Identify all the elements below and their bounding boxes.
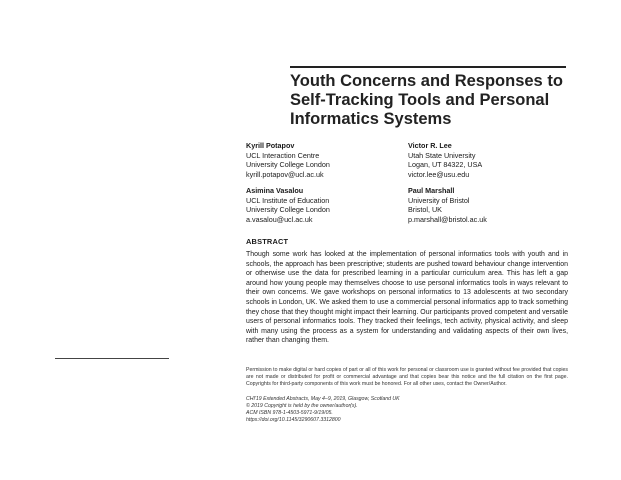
author-institution: University College London bbox=[246, 205, 330, 215]
author-affiliation: Utah State University bbox=[408, 150, 476, 160]
author-block-2 bbox=[408, 141, 482, 179]
conference-line: CHI'19 Extended Abstracts, May 4–9, 2019, Glasgow, Scotland UK bbox=[246, 396, 400, 402]
abstract-heading: ABSTRACT bbox=[246, 237, 289, 246]
author-name: Asimina Vasalou bbox=[246, 186, 304, 195]
author-block-1 bbox=[246, 141, 330, 179]
isbn-line: ACM ISBN 978-1-4503-5971-9/19/05. bbox=[246, 410, 333, 416]
paper-title: Youth Concerns and Responses to Self-Tracking Tools and Personal Informatics Systems bbox=[290, 72, 563, 128]
author-email: kyrill.potapov@ucl.ac.uk bbox=[246, 169, 324, 179]
author-email: p.marshall@bristol.ac.uk bbox=[408, 214, 487, 224]
author-affiliation: UCL Institute of Education bbox=[246, 195, 330, 205]
author-institution: University College London bbox=[246, 160, 330, 170]
author-email: victor.lee@usu.edu bbox=[408, 169, 470, 179]
doi-line: https://doi.org/10.1145/3290607.3312800 bbox=[246, 417, 341, 423]
author-block-3 bbox=[246, 186, 330, 224]
margin-rule bbox=[55, 358, 169, 359]
author-institution: Bristol, UK bbox=[408, 205, 442, 215]
author-name: Paul Marshall bbox=[408, 186, 455, 195]
author-affiliation: University of Bristol bbox=[408, 195, 470, 205]
author-institution: Logan, UT 84322, USA bbox=[408, 160, 483, 170]
author-email: a.vasalou@ucl.ac.uk bbox=[246, 214, 313, 224]
author-affiliation: UCL Interaction Centre bbox=[246, 150, 320, 160]
author-block-4 bbox=[408, 186, 487, 224]
author-name: Kyrill Potapov bbox=[246, 141, 295, 150]
copyright-line: © 2019 Copyright is held by the owner/author(s). bbox=[246, 403, 358, 409]
author-name: Victor R. Lee bbox=[408, 141, 452, 150]
permission-notice: Permission to make digital or hard copies of part or all of this work for personal or classroom use is granted without fee provided that copies are not made or distributed for profit or commercial advantage and that copies bear this notice and the full citation on the first page. Copyrights for third-party components of this work must be honored. For all other uses, contact the Owner/Author. bbox=[246, 367, 568, 388]
title-rule bbox=[290, 66, 566, 68]
abstract-text: Though some work has looked at the implementation of personal informatics tools with youth and in schools, the approach has been prescriptive; students are pushed toward behaviour change intervention or otherwise use the data for prescribed learning in a particular curriculum area. This has left a gap around how young people may themselves choose to use personal informatics tools in ways relevant to their own concerns. We gave workshops on personal informatics to 13 adolescents at two secondary schools in London, UK. We asked them to use a commercial personal informatics app to track something they chose that they thought might impact their learning. Our participants proved competent and versatile users of personal informatics tools. They tracked their feelings, tech activity, physical activity, and sleep with many using the process as a system for understanding and validating aspects of their own lives, rather than changing them. bbox=[246, 251, 569, 345]
